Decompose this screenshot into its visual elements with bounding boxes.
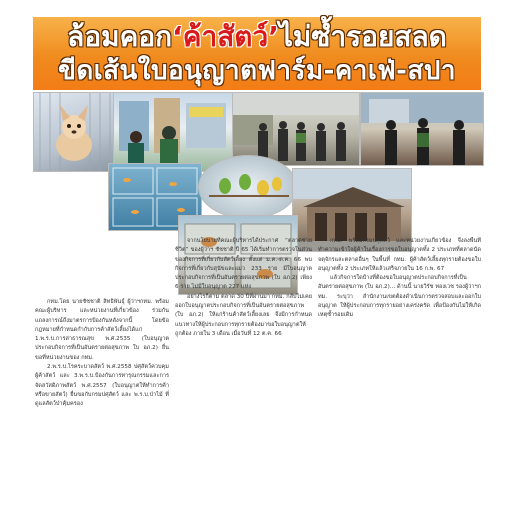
article-column-3 (318, 237, 481, 508)
article-paragraph: แล้วกิจการใดบ้างที่ต้องขอใบอนุญาตประกอบกิจการที่เป็นอันตรายต่อสุขภาพ (ใบ อภ.2)... ด้านนี้ นายวิรัช ทองเวช รองผู้ว่าฯกทม. ระบุว่า สำนักงานเขตต้องดำเนินการตรวจสอบและออกใบอนุญาต ให้ผู้ประกอบการทุกรายอย่างเคร่งครัด เพื่อป้องกันไม่ให้เกิดเหตุซ้ำรอยเดิม (318, 275, 481, 319)
article-paragraph: กทม.โดย นายชัชชาติ สิทธิพันธุ์ ผู้ว่าฯกทม. พร้อมคณะผู้บริหาร และหน่วยงานที่เกี่ยวข้อง ร่วมกันแถลงการณ์ถึงมาตรการป้องกันหลังจากนี้ โดยข้อกฎหมายที่กำหนดกำกับการค้าสัตว์เลี้ยงได้แก่ 1.พ.ร.บ.การสาธารณสุข พ.ศ.2535 (ใบอนุญาตประกอบกิจการที่เป็นอันตรายต่อสุขภาพ ใบ อภ.2) ยื่นขอที่หน่วยงานของ กทม. (35, 299, 169, 361)
article-paragraph: 2.พ.ร.บ.โรคระบาดสัตว์ พ.ศ.2558 ปศุสัตว์ควบคุมผู้ค้าสัตว์ และ 3.พ.ร.บ.ป้องกันการทารุณกรรมและการจัดสวัสดิภาพสัตว์ พ.ศ.2557 (ใบอนุญาตให้ทำการค้าหรือขายสัตว์) ยื่นขอกับกรมปศุสัตว์ และ พ.ร.บ.ป่าไม้ ที่ดูแลสัตว์ป่าคุ้มครอง (35, 364, 169, 408)
store-inspection-photo (360, 92, 484, 166)
article-column-1 (35, 298, 169, 508)
article-paragraph: กทม. พร้อมกรมปศุสัตว์ และหน่วยงานเกี่ยวข้อง จึงลงพื้นที่ทำความเข้าใจผู้ค้าในเรื่องการขอใบอนุญาตทั้ง 2 ประเภทที่ตลาดนัดจตุจักรและตลาดอื่นๆ ในพื้นที่ กทม. ผู้ค้าสัตว์เลี้ยงทุกรายต้องขอใบอนุญาตทั้ง 2 ประเภทให้แล้วเสร็จภายใน 16 ก.พ. 67 (318, 238, 481, 272)
article-column-2 (175, 237, 312, 508)
birds-photo (198, 155, 298, 219)
pet-shop-interior-photo (113, 92, 233, 172)
article-paragraph: อย่างไรก็ตาม ตลาด 30 ปีที่ผ่านมา กทม. กลับไม่เคยออกใบอนุญาตประกอบกิจการที่เป็นอันตรายต่อสุขภาพ (ใบ อภ.2) ให้แก่ร้านค้าสัตว์เลี้ยงเลย จึงมีการกำหนดแนวทางให้ผู้ประกอบการทุกรายต้องมาขอใบอนุญาตให้ถูกต้อง ภายใน 3 เดือน เมื่อวันที่ 12 ต.ค. 66 (175, 293, 312, 337)
headline-banner (33, 17, 481, 90)
headline-line-2: ขีดเส้นใบอนุญาตฟาร์ม-คาเฟ่-สปา (58, 56, 456, 86)
headline-prefix: ล้อมคอก (67, 20, 173, 53)
headline-line-1 (33, 19, 481, 55)
puppy-cage-photo (33, 92, 115, 172)
article-paragraph: จากนโยบายที่คณะผู้บริหารได้ประกาศ “ตลาดช่วยชีวิต” ของผู้ว่าฯ ชัชชาติ ปี 65 ได้เริ่มทำการตรวจในส่วนของกิจการที่เกี่ยวกับสัตว์เลี้ยง ตั้งแต่ ม.ค.-ต.ค. 66 พบกิจการที่เกี่ยวกับสุนัขและแมว 233 ราย มีใบอนุญาตประกอบกิจการที่เป็นอันตรายต่อสุขภาพ (ใบ อภ.2) เพียง 6 ราย ไม่มีใบอนุญาต 227 แห่ง (175, 238, 312, 291)
headline-highlight: ‘ค้าสัตว์’ (172, 20, 279, 53)
headline-suffix: ไม่ซ้ำรอยสลด (278, 20, 447, 53)
